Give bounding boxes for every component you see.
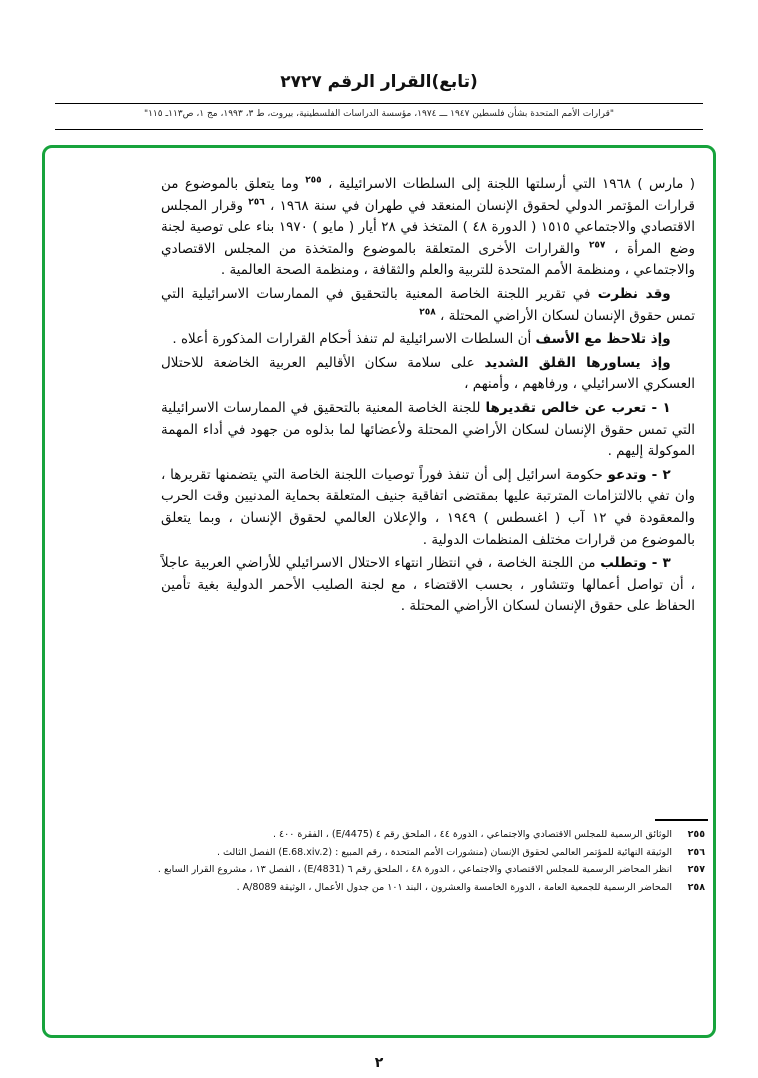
text-segment: وقد نظرت <box>597 285 671 302</box>
text-segment: وإذ تلاحظ مع الأسف <box>535 331 671 348</box>
header-rule-bottom <box>55 129 703 130</box>
text-segment: والقرارات الأخرى المتعلقة بالموضوع والمتخذة من المجلس الاقتصادي والاجتماعي ، ومنظمة الأمم المتحدة للتربية والعلم والثقافة ، ومنظمة الصحة العالمية . <box>161 240 695 279</box>
text-segment: وما يتعلق بالموضوع من قرارات المؤتمر الدولي لحقوق الإنسان المنعقد في طهران في سنة ١٩٦٨ ، <box>161 176 696 214</box>
text-segment: للجنة الخاصة المعنية بالتحقيق في الممارسات الاسرائيلية التي تمس حقوق الإنسان لسكان الأراضي المحتلة ولأعضائها لما بذلوه من جهود في أداء المهمة الموكولة إليهم . <box>161 399 695 460</box>
body-paragraph <box>161 353 695 396</box>
text-segment: ١ - تعرب عن خالص تقديرها <box>485 399 671 416</box>
text-segment: في تقرير اللجنة الخاصة المعنية بالتحقيق في الممارسات الاسرائيلية التي تمس حقوق الإنسان لسكان الأراضي المحتلة ، <box>161 285 695 324</box>
text-segment: أن السلطات الاسرائيلية لم تنفذ أحكام القرارات المذكورة أعلاه . <box>172 331 536 348</box>
header-rule-top <box>55 103 703 104</box>
footnote-text: انظر المحاضر الرسمية للمجلس الاقتصادي والاجتماعي ، الدورة ٤٨ ، الملحق رقم ٦ (E/4831) ، الفصل ١٣ ، مشروع القرار السابع . <box>157 864 672 875</box>
body-paragraph <box>161 174 695 282</box>
text-segment: من اللجنة الخاصة ، في انتظار انتهاء الاحتلال الاسرائيلي للأراضي العربية عاجلاً ، أن تواصل أعمالها وتتشاور ، بحسب الاقتضاء ، مع لجنة الصليب الأحمر الدولية بغية تأمين الحفاظ على حقوق الإنسان لسكان الأراضي المحتلة . <box>161 555 695 615</box>
text-segment: ٢ - وتدعو <box>607 466 671 483</box>
text-segment: ٣ - وتطلب <box>600 555 671 572</box>
footnote-marker: ٢٥٨ <box>419 307 436 318</box>
body-text <box>161 174 695 620</box>
footnote-text: الوثائق الرسمية للمجلس الاقتصادي والاجتماعي ، الدورة ٤٤ ، الملحق رقم ٤ (E/4475) ، الفقرة ٤٠٠ . <box>273 829 672 840</box>
footnote <box>57 863 705 877</box>
text-segment: على سلامة سكان الأقاليم العربية الخاضعة للاحتلال العسكري الاسرائيلي ، ورفاههم ، وأمنهم ، <box>161 354 695 393</box>
content-border-frame <box>42 145 716 1038</box>
body-paragraph <box>161 465 695 551</box>
footnote-number: ٢٥٧ <box>687 864 705 875</box>
source-citation-line: "قرارات الأمم المتحدة بشأن فلسطين ١٩٤٧ ـــ ١٩٧٤، مؤسسة الدراسات الفلسطينية، بيروت، ط ٣، ١٩٩٣، مج ١، ص١١٣ـ ١١٥" <box>143 109 615 119</box>
footnote-marker: ٢٥٥ <box>305 175 322 186</box>
text-segment: ( مارس ) ١٩٦٨ التي أرسلتها اللجنة إلى السلطات الاسرائيلية ، <box>321 176 695 192</box>
page-title: (تابع)القرار الرقم ٢٧٢٧ <box>280 72 478 92</box>
footnote <box>57 828 705 842</box>
body-paragraph <box>161 284 695 327</box>
footnote-number: ٢٥٦ <box>687 846 705 858</box>
body-paragraph <box>161 329 695 351</box>
body-paragraph <box>161 398 695 463</box>
footnote-number: ٢٥٨ <box>687 881 705 893</box>
footnote-text: المحاضر الرسمية للجمعية العامة ، الدورة الخامسة والعشرون ، البند ١٠١ من جدول الأعمال ، الوثيقة A/8089 . <box>236 881 672 893</box>
footnote <box>57 846 705 860</box>
footnote-marker: ٢٥٧ <box>588 240 606 251</box>
body-paragraph <box>161 553 695 618</box>
text-segment: وقرار المجلس الاقتصادي والاجتماعي ١٥١٥ ( الدورة ٤٨ ) المتخذ في ٢٨ أيار ( مايو ) ١٩٧٠ بناء على توصية لجنة وضع المرأة ، <box>161 197 695 257</box>
text-segment: وإذ يساورها القلق الشديد <box>484 354 671 371</box>
footnote-marker: ٢٥٦ <box>248 197 265 208</box>
footnotes <box>57 828 705 898</box>
footnote <box>57 881 705 895</box>
text-segment: حكومة اسرائيل إلى أن تنفذ فوراً توصيات اللجنة الخاصة التي يتضمنها تقريرها ، وان تفي بالالتزامات المترتبة عليها بمقتضى اتفاقية جنيف المتعلقة بحماية المدنيين وقت الحرب والمعقودة في ١٢ آب ( اغسطس ) ١٩٤٩ ، والإعلان العالمي لحقوق الإنسان ، وبما يتعلق بالموضوع من قرارات مختلف المنظمات الدولية . <box>161 466 695 548</box>
footnote-separator-rule <box>655 819 708 821</box>
page-number: ٢ <box>374 1055 384 1071</box>
footnote-number: ٢٥٥ <box>687 829 705 840</box>
footnote-text: الوثيقة النهائية للمؤتمر العالمي لحقوق الإنسان (منشورات الأمم المتحدة ، رقم المبيع : (E.68.xiv.2) الفصل الثالث . <box>216 846 672 858</box>
